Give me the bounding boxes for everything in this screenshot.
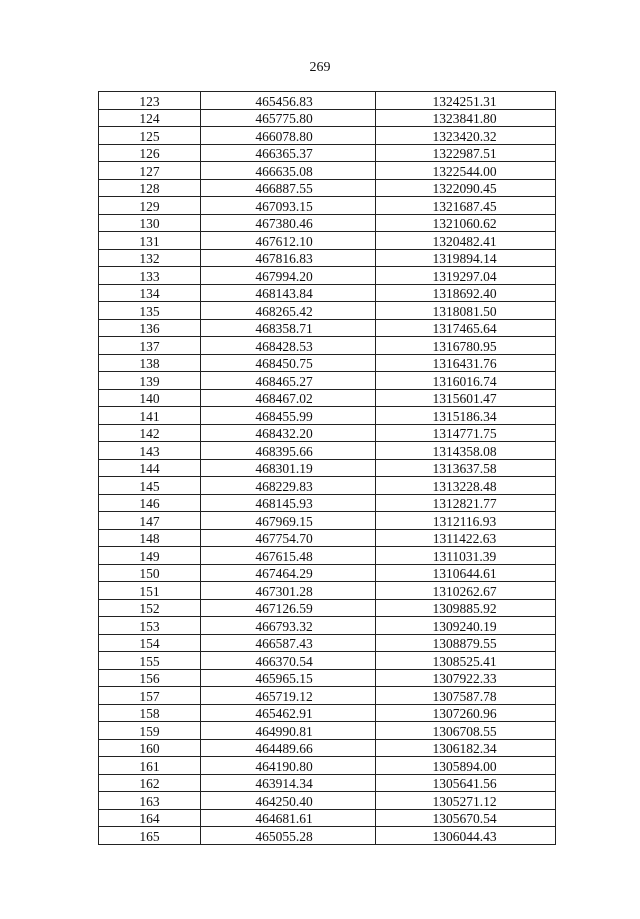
x-coordinate-cell: 466587.43 [201, 634, 376, 652]
table-row [99, 739, 556, 757]
y-coordinate-cell: 1307587.78 [376, 687, 556, 705]
table-row [99, 372, 556, 390]
point-number-cell: 163 [99, 792, 201, 810]
x-coordinate-cell: 468455.99 [201, 407, 376, 425]
x-coordinate-cell: 468428.53 [201, 337, 376, 355]
x-coordinate-cell: 467816.83 [201, 249, 376, 267]
y-coordinate-cell: 1313228.48 [376, 477, 556, 495]
x-coordinate-cell: 467615.48 [201, 547, 376, 565]
x-coordinate-cell: 467754.70 [201, 529, 376, 547]
y-coordinate-cell: 1306044.43 [376, 827, 556, 845]
table-row [99, 687, 556, 705]
table-row [99, 582, 556, 600]
x-coordinate-cell: 467464.29 [201, 564, 376, 582]
y-coordinate-cell: 1319894.14 [376, 249, 556, 267]
y-coordinate-cell: 1321687.45 [376, 197, 556, 215]
table-row [99, 249, 556, 267]
y-coordinate-cell: 1307922.33 [376, 669, 556, 687]
x-coordinate-cell: 467994.20 [201, 267, 376, 285]
x-coordinate-cell: 465055.28 [201, 827, 376, 845]
point-number-cell: 158 [99, 704, 201, 722]
y-coordinate-cell: 1305271.12 [376, 792, 556, 810]
point-number-cell: 165 [99, 827, 201, 845]
y-coordinate-cell: 1314771.75 [376, 424, 556, 442]
point-number-cell: 153 [99, 617, 201, 635]
point-number-cell: 127 [99, 162, 201, 180]
point-number-cell: 160 [99, 739, 201, 757]
table-row [99, 407, 556, 425]
x-coordinate-cell: 468229.83 [201, 477, 376, 495]
x-coordinate-cell: 468465.27 [201, 372, 376, 390]
point-number-cell: 142 [99, 424, 201, 442]
point-number-cell: 129 [99, 197, 201, 215]
x-coordinate-cell: 465775.80 [201, 109, 376, 127]
y-coordinate-cell: 1322544.00 [376, 162, 556, 180]
point-number-cell: 143 [99, 442, 201, 460]
x-coordinate-cell: 466793.32 [201, 617, 376, 635]
y-coordinate-cell: 1313637.58 [376, 459, 556, 477]
y-coordinate-cell: 1305670.54 [376, 809, 556, 827]
y-coordinate-cell: 1309885.92 [376, 599, 556, 617]
y-coordinate-cell: 1310262.67 [376, 582, 556, 600]
point-number-cell: 156 [99, 669, 201, 687]
table-row [99, 477, 556, 495]
y-coordinate-cell: 1305641.56 [376, 774, 556, 792]
point-number-cell: 146 [99, 494, 201, 512]
x-coordinate-cell: 467301.28 [201, 582, 376, 600]
point-number-cell: 130 [99, 214, 201, 232]
x-coordinate-cell: 465456.83 [201, 92, 376, 110]
y-coordinate-cell: 1315601.47 [376, 389, 556, 407]
table-row [99, 109, 556, 127]
table-row [99, 214, 556, 232]
table-row [99, 127, 556, 145]
y-coordinate-cell: 1322987.51 [376, 144, 556, 162]
x-coordinate-cell: 466078.80 [201, 127, 376, 145]
table-row [99, 337, 556, 355]
point-number-cell: 137 [99, 337, 201, 355]
x-coordinate-cell: 466887.55 [201, 179, 376, 197]
table-row [99, 547, 556, 565]
table-row [99, 792, 556, 810]
point-number-cell: 134 [99, 284, 201, 302]
table-row [99, 599, 556, 617]
table-row [99, 512, 556, 530]
x-coordinate-cell: 468467.02 [201, 389, 376, 407]
x-coordinate-cell: 467969.15 [201, 512, 376, 530]
table-row [99, 757, 556, 775]
y-coordinate-cell: 1323841.80 [376, 109, 556, 127]
x-coordinate-cell: 464250.40 [201, 792, 376, 810]
table-row [99, 669, 556, 687]
x-coordinate-cell: 468432.20 [201, 424, 376, 442]
point-number-cell: 135 [99, 302, 201, 320]
table-row [99, 442, 556, 460]
table-row [99, 389, 556, 407]
table-row [99, 92, 556, 110]
point-number-cell: 147 [99, 512, 201, 530]
table-row [99, 652, 556, 670]
x-coordinate-cell: 467380.46 [201, 214, 376, 232]
table-row [99, 354, 556, 372]
x-coordinate-cell: 464489.66 [201, 739, 376, 757]
point-number-cell: 141 [99, 407, 201, 425]
point-number-cell: 124 [99, 109, 201, 127]
x-coordinate-cell: 465965.15 [201, 669, 376, 687]
y-coordinate-cell: 1306182.34 [376, 739, 556, 757]
x-coordinate-cell: 467093.15 [201, 197, 376, 215]
table-row [99, 617, 556, 635]
x-coordinate-cell: 466365.37 [201, 144, 376, 162]
y-coordinate-cell: 1316780.95 [376, 337, 556, 355]
table-row [99, 319, 556, 337]
x-coordinate-cell: 464681.61 [201, 809, 376, 827]
table-row [99, 494, 556, 512]
x-coordinate-cell: 466635.08 [201, 162, 376, 180]
coordinates-table-body [99, 92, 556, 845]
y-coordinate-cell: 1324251.31 [376, 92, 556, 110]
point-number-cell: 144 [99, 459, 201, 477]
table-row [99, 197, 556, 215]
table-row [99, 564, 556, 582]
point-number-cell: 136 [99, 319, 201, 337]
point-number-cell: 151 [99, 582, 201, 600]
point-number-cell: 133 [99, 267, 201, 285]
y-coordinate-cell: 1312821.77 [376, 494, 556, 512]
table-row [99, 267, 556, 285]
point-number-cell: 149 [99, 547, 201, 565]
point-number-cell: 125 [99, 127, 201, 145]
x-coordinate-cell: 467612.10 [201, 232, 376, 250]
point-number-cell: 150 [99, 564, 201, 582]
y-coordinate-cell: 1314358.08 [376, 442, 556, 460]
x-coordinate-cell: 468145.93 [201, 494, 376, 512]
point-number-cell: 128 [99, 179, 201, 197]
table-row [99, 232, 556, 250]
point-number-cell: 132 [99, 249, 201, 267]
y-coordinate-cell: 1311031.39 [376, 547, 556, 565]
y-coordinate-cell: 1308525.41 [376, 652, 556, 670]
y-coordinate-cell: 1315186.34 [376, 407, 556, 425]
table-row [99, 144, 556, 162]
point-number-cell: 139 [99, 372, 201, 390]
y-coordinate-cell: 1305894.00 [376, 757, 556, 775]
table-row [99, 774, 556, 792]
y-coordinate-cell: 1321060.62 [376, 214, 556, 232]
x-coordinate-cell: 464190.80 [201, 757, 376, 775]
point-number-cell: 162 [99, 774, 201, 792]
point-number-cell: 145 [99, 477, 201, 495]
point-number-cell: 148 [99, 529, 201, 547]
point-number-cell: 159 [99, 722, 201, 740]
table-row [99, 284, 556, 302]
x-coordinate-cell: 468450.75 [201, 354, 376, 372]
x-coordinate-cell: 463914.34 [201, 774, 376, 792]
y-coordinate-cell: 1320482.41 [376, 232, 556, 250]
x-coordinate-cell: 464990.81 [201, 722, 376, 740]
y-coordinate-cell: 1316431.76 [376, 354, 556, 372]
x-coordinate-cell: 467126.59 [201, 599, 376, 617]
x-coordinate-cell: 468301.19 [201, 459, 376, 477]
y-coordinate-cell: 1317465.64 [376, 319, 556, 337]
y-coordinate-cell: 1318692.40 [376, 284, 556, 302]
coordinates-table [98, 91, 556, 845]
table-row [99, 459, 556, 477]
y-coordinate-cell: 1318081.50 [376, 302, 556, 320]
y-coordinate-cell: 1322090.45 [376, 179, 556, 197]
point-number-cell: 131 [99, 232, 201, 250]
x-coordinate-cell: 468395.66 [201, 442, 376, 460]
x-coordinate-cell: 468265.42 [201, 302, 376, 320]
table-row [99, 302, 556, 320]
y-coordinate-cell: 1311422.63 [376, 529, 556, 547]
y-coordinate-cell: 1309240.19 [376, 617, 556, 635]
table-row [99, 424, 556, 442]
x-coordinate-cell: 465462.91 [201, 704, 376, 722]
table-row [99, 634, 556, 652]
y-coordinate-cell: 1323420.32 [376, 127, 556, 145]
point-number-cell: 123 [99, 92, 201, 110]
y-coordinate-cell: 1306708.55 [376, 722, 556, 740]
point-number-cell: 164 [99, 809, 201, 827]
table-row [99, 827, 556, 845]
point-number-cell: 154 [99, 634, 201, 652]
table-row [99, 704, 556, 722]
y-coordinate-cell: 1316016.74 [376, 372, 556, 390]
point-number-cell: 140 [99, 389, 201, 407]
point-number-cell: 152 [99, 599, 201, 617]
x-coordinate-cell: 465719.12 [201, 687, 376, 705]
point-number-cell: 155 [99, 652, 201, 670]
point-number-cell: 157 [99, 687, 201, 705]
table-row [99, 162, 556, 180]
x-coordinate-cell: 468358.71 [201, 319, 376, 337]
point-number-cell: 161 [99, 757, 201, 775]
table-row [99, 722, 556, 740]
y-coordinate-cell: 1312116.93 [376, 512, 556, 530]
y-coordinate-cell: 1310644.61 [376, 564, 556, 582]
table-row [99, 529, 556, 547]
point-number-cell: 126 [99, 144, 201, 162]
table-row [99, 179, 556, 197]
table-row [99, 809, 556, 827]
y-coordinate-cell: 1319297.04 [376, 267, 556, 285]
x-coordinate-cell: 468143.84 [201, 284, 376, 302]
page-number: 269 [309, 60, 331, 75]
y-coordinate-cell: 1308879.55 [376, 634, 556, 652]
point-number-cell: 138 [99, 354, 201, 372]
x-coordinate-cell: 466370.54 [201, 652, 376, 670]
y-coordinate-cell: 1307260.96 [376, 704, 556, 722]
